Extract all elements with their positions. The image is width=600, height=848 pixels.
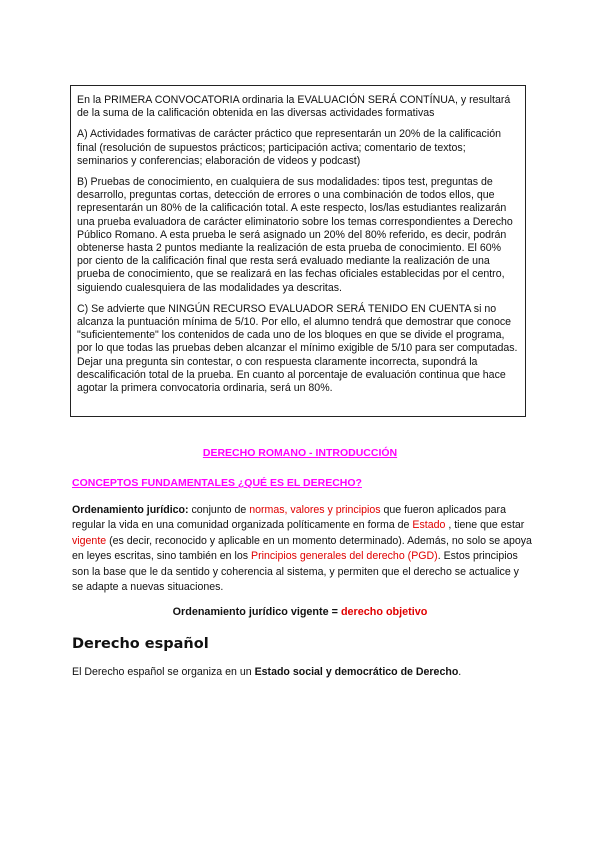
text-run: conjunto de bbox=[188, 504, 250, 516]
evaluation-item-b: B) Pruebas de conocimiento, en cualquiera de sus modalidades: tipos test, preguntas de desarrollo, preguntas cortas, detección de errores o una combinación de todos ellos, que representarán un 80% de la calificación total. A este respecto, los/las estudiantes realizarán una prueba evaluadora de carácter eliminatorio sobre los temas correspondientes a Derecho Público Romano. A esta prueba le será asignado un 20% del 80% referido, es decir, podrán obtenerse hasta 2 puntos mediante la realización de esta prueba de conocimiento. El 60% por ciento de la calificación final que resta será evaluado mediante la realización de una prueba de conocimiento, que se realizará en las fechas oficiales establecidas por el centro, siguiendo cualesquiera de las modalidades ya descritas. bbox=[77, 176, 513, 294]
evaluation-box bbox=[70, 85, 526, 417]
text-run: . bbox=[458, 666, 462, 678]
ordenamiento-term: Ordenamiento jurídico: bbox=[72, 504, 189, 516]
text-run: que fueron aplicados para regular la vida en una comunidad organizada políticamente en forma de bbox=[72, 504, 506, 532]
text-run: El Derecho español se organiza en un bbox=[72, 666, 255, 678]
section-title-derecho-espanol: Derecho español bbox=[72, 636, 209, 652]
section-title-intro: DERECHO ROMANO - INTRODUCCIÓN bbox=[202, 447, 398, 459]
highlight-estado: Estado bbox=[412, 519, 446, 532]
ordenamiento-paragraph bbox=[72, 503, 532, 595]
text-run: (es decir, reconocido y aplicable en un momento determinado). Además, no solo se apoya en leyes escritas, sino también en los bbox=[72, 534, 532, 563]
highlight-pgd: Principios generales del derecho (PGD) bbox=[251, 550, 438, 563]
section-title-concepts: CONCEPTOS FUNDAMENTALES ¿QUÉ ES EL DERECHO? bbox=[72, 477, 362, 489]
evaluation-item-a: A) Actividades formativas de carácter práctico que representarán un 20% de la calificación final (resolución de supuestos prácticos; participación activa; comentario de textos; seminarios y conferencias; elaboración de videos y podcast) bbox=[77, 128, 501, 167]
espanol-paragraph bbox=[72, 665, 532, 680]
text-run: , tiene que estar bbox=[445, 519, 525, 532]
evaluation-intro: En la PRIMERA CONVOCATORIA ordinaria la EVALUACIÓN SERÁ CONTÍNUA, y resultará de la suma de la calificación obtenida en las diversas actividades formativas bbox=[77, 94, 511, 120]
estado-social-term: Estado social y democrático de Derecho bbox=[254, 666, 459, 678]
highlight-normas: normas, valores y principios bbox=[249, 504, 381, 516]
formula-right: derecho objetivo bbox=[340, 606, 428, 618]
evaluation-item-c: C) Se advierte que NINGÚN RECURSO EVALUADOR SERÁ TENIDO EN CUENTA si no alcanza la puntuación mínima de 5/10. Por ello, el alumno tendrá que demostrar que conoce "suficientemente" los contenidos de cada uno de los bloques en que se divide el programa, por lo que todas las pruebas deben alcanzar el mínimo exigible de 5/10 para ser computadas. Dejar una pregunta sin contestar, o con respuesta claramente incorrecta, supondrá la descalificación total de la prueba. En cuanto al porcentaje de evaluación continua que hace agotar la primera convocatoria ordinaria, será un 80%. bbox=[77, 302, 518, 395]
highlight-vigente: vigente bbox=[72, 534, 107, 547]
text-run: . Estos principios son la base que le da sentido y coherencia al sistema, y permiten que el derecho se actualice y se adapte a nuevas situaciones. bbox=[72, 550, 519, 594]
vigente-formula bbox=[0, 606, 600, 618]
formula-left: Ordenamiento jurídico vigente = bbox=[172, 606, 341, 618]
